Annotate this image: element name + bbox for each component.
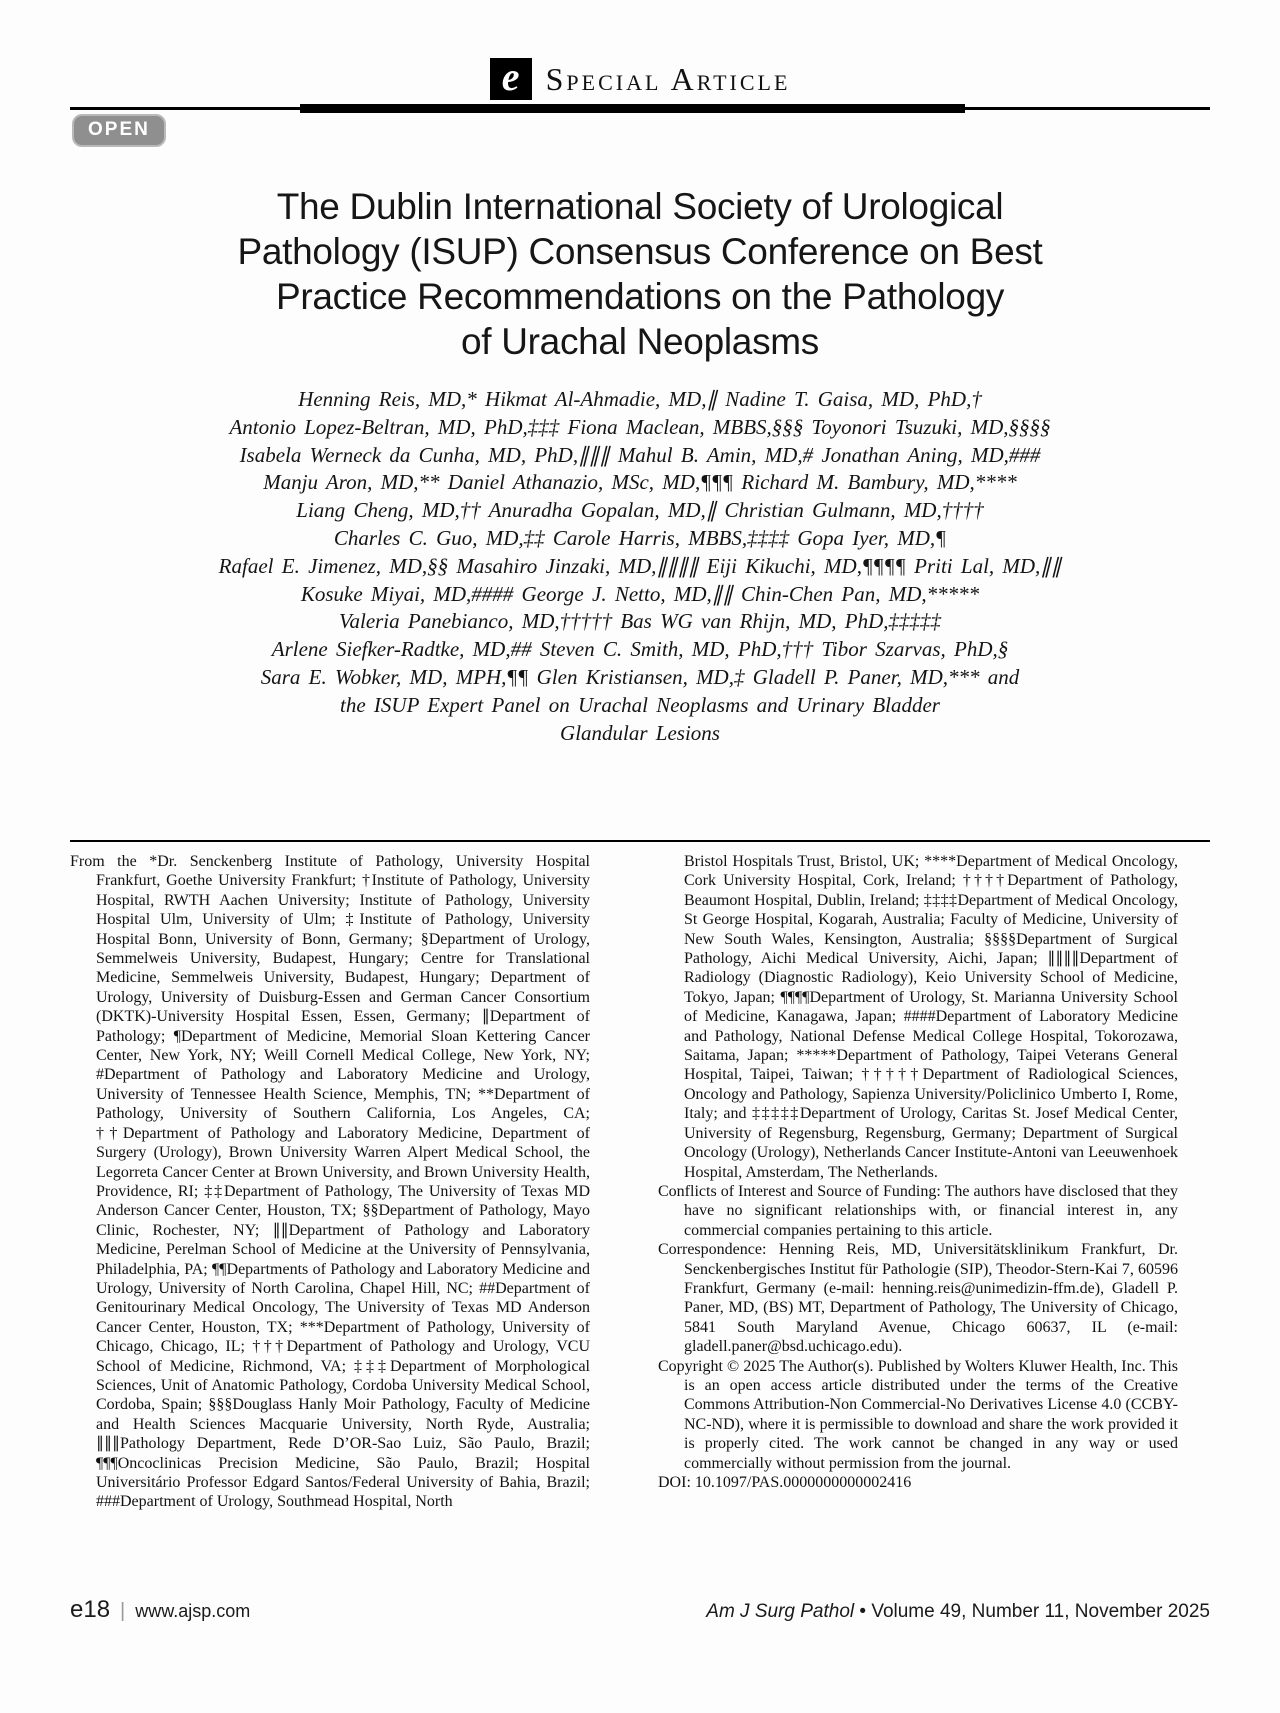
conflicts-of-interest-paragraph: Conflicts of Interest and Source of Funding: The authors have disclosed that they have no significant relationships with, or financial interest in, any commercial companies pertaining to this article. (658, 1182, 1178, 1239)
footer-separator: | (120, 1600, 126, 1622)
journal-name: Am J Surg Pathol (706, 1601, 855, 1622)
affiliations-right-column (658, 852, 1178, 1492)
affiliations-from-paragraph: From the *Dr. Senckenberg Institute of Pathology, University Hospital Frankfurt, Goethe University Frankfurt; †Institute of Pathology, University Hospital, RWTH Aachen University; Institute of Pathology, University Hospital Ulm, University of Ulm; ‡Institute of Pathology, University Hospital Bonn, University of Bonn, Germany; §Department of Urology, Semmelweis University, Budapest, Hungary; Centre for Translational Medicine, Semmelweis University, Budapest, Hungary; Department of Urology, University of Duisburg-Essen and German Cancer Consortium (DKTK)-University Hospital Essen, Essen, Germany; ∥Department of Pathology; ¶Department of Medicine, Memorial Sloan Kettering Cancer Center, New York, NY; Weill Cornell Medical College, New York, NY; #Department of Pathology and Laboratory Medicine and Urology, University of Tennessee Health Science, Memphis, TN; **Department of Pathology, University of Southern California, Los Angeles, CA; ††Department of Pathology and Laboratory Medicine, Department of Surgery (Urology), Brown University Warren Alpert Medical School, the Legorreta Cancer Center at Brown University, and Brown University Health, Providence, RI; ‡‡Department of Pathology, The University of Texas MD Anderson Cancer Center, Houston, TX; §§Department of Pathology, Mayo Clinic, Rochester, NY; ∥∥Department of Pathology and Laboratory Medicine, Perelman School of Medicine at the University of Pennsylvania, Philadelphia, PA; ¶¶Departments of Pathology and Laboratory Medicine and Urology, University of North Carolina, Chapel Hill, NC; ##Department of Genitourinary Medical Oncology, The University of Texas MD Anderson Cancer Center, Houston, TX; ***Department of Pathology, University of Chicago, Chicago, IL; †††Department of Pathology and Urology, VCU School of Medicine, Richmond, VA; ‡‡‡Department of Morphological Sciences, Unit of Anatomic Pathology, Cordoba University Medical School, Cordoba, Spain; §§§Douglass Hanly Moir Pathology, Faculty of Medicine and Health Sciences Macquarie University, North Ryde, Australia; ∥∥∥Pathology Department, Rede D’OR-Sao Luiz, São Paulo, Brazil; ¶¶¶Oncoclinicas Precision Medicine, São Paulo, Brazil; Hospital Universitário Professor Edgard Santos/Federal University of Bahia, Brazil; ###Department of Urology, Southmead Hospital, North (70, 853, 590, 1511)
page-number: e18 (70, 1596, 111, 1623)
journal-e-logo-icon: e (490, 58, 532, 100)
author-line: Liang Cheng, MD,†† Anuradha Gopalan, MD,∥ Christian Gulmann, MD,†††† (296, 498, 984, 523)
author-line: Kosuke Miyai, MD,#### George J. Netto, MD,∥∥ Chin-Chen Pan, MD,***** (300, 581, 980, 606)
footer-left (70, 1596, 250, 1624)
doi-line: DOI: 10.1097/PAS.0000000000002416 (658, 1474, 912, 1491)
author-line: Henning Reis, MD,* Hikmat Al-Ahmadie, MD,∥ Nadine T. Gaisa, MD, PhD,† (298, 387, 982, 411)
copyright-paragraph: Copyright © 2025 The Author(s). Published by Wolters Kluwer Health, Inc. This is an open access article distributed under the terms of the Creative Commons Attribution-Non Commercial-No Derivatives License 4.0 (CCBY-NC-ND), where it is permissible to download and share the work provided it is properly cited. The work cannot be changed in any way or used commercially without permission from the journal. (658, 1357, 1178, 1472)
affiliations-left-column (70, 852, 590, 1512)
title-line: The Dublin International Society of Urological (276, 186, 1004, 227)
correspondence-paragraph: Correspondence: Henning Reis, MD, Universitätsklinikum Frankfurt, Dr. Senckenbergisches Institut für Pathologie (SIP), Theodor-Stern-Kai 7, 60596 Frankfurt, Germany (e-mail: henning.reis@unimedizin-ffm.de), Gladell P. Paner, MD, (BS) MT, Department of Pathology, The University of Chicago, 5841 South Maryland Avenue, Chicago 60637, IL (e-mail: gladell.paner@bsd.uchicago.edu). (658, 1241, 1178, 1356)
author-line: Glandular Lesions (560, 720, 720, 745)
header-rule (70, 104, 1210, 114)
affiliations-rule (70, 840, 1210, 842)
author-line: Charles C. Guo, MD,‡‡ Carole Harris, MBBS,‡‡‡‡ Gopa Iyer, MD,¶ (333, 525, 947, 550)
author-line: Sara E. Wobker, MD, MPH,¶¶ Glen Kristiansen, MD,‡ Gladell P. Paner, MD,*** and (260, 664, 1020, 689)
title-line: Pathology (ISUP) Consensus Conference on Best (237, 231, 1043, 272)
author-line: Arlene Siefker-Radtke, MD,## Steven C. Smith, MD, PhD,††† Tibor Szarvas, PhD,§ (271, 637, 1009, 662)
author-line: Valeria Panebianco, MD,††††† Bas WG van Rhijn, MD, PhD,‡‡‡‡‡ (338, 609, 941, 634)
title-line: of Urachal Neoplasms (461, 321, 819, 362)
page-footer (70, 1596, 1210, 1624)
journal-website: www.ajsp.com (135, 1601, 251, 1621)
affiliations-continuation-paragraph: Bristol Hospitals Trust, Bristol, UK; ****Department of Medical Oncology, Cork University Hospital, Cork, Ireland; ††††Department of Pathology, Beaumont Hospital, Dublin, Ireland; ‡‡‡‡Department of Medical Oncology, St George Hospital, Kogarah, Australia; Faculty of Medicine, University of New South Wales, Kensington, Australia; §§§§Department of Surgical Pathology, Aichi Medical University, Aichi, Japan; ∥∥∥∥Department of Radiology (Diagnostic Radiology), Keio University School of Medicine, Tokyo, Japan; ¶¶¶¶Department of Urology, St. Marianna University School of Medicine, Kanagawa, Japan; ####Department of Laboratory Medicine and Pathology, National Defense Medical College Hospital, Tokorozawa, Saitama, Japan; *****Department of Pathology, Taipei Veterans General Hospital, Taipei, Taiwan; †††††Department of Radiological Sciences, Oncology and Pathology, Sapienza University/Policlinico Umberto I, Rome, Italy; and ‡‡‡‡‡Department of Urology, Caritas St. Josef Medical Center, University of Regensburg, Regensburg, Germany; Department of Surgical Oncology (Urology), Netherlands Cancer Institute-Antoni van Leeuwenhoek Hospital, Amsterdam, The Netherlands. (684, 853, 1178, 1181)
title-line: Practice Recommendations on the Pathology (275, 276, 1005, 317)
issue-info: • Volume 49, Number 11, November 2025 (859, 1601, 1210, 1622)
footer-right (706, 1601, 1210, 1623)
article-type-label: Special Article (545, 60, 791, 97)
author-line: Rafael E. Jimenez, MD,§§ Masahiro Jinzaki, MD,∥∥∥∥ Eiji Kikuchi, MD,¶¶¶¶ Priti Lal, MD,∥∥ (218, 553, 1062, 578)
author-line: Manju Aron, MD,** Daniel Athanazio, MSc, MD,¶¶¶ Richard M. Bambury, MD,**** (263, 470, 1017, 495)
author-line: Isabela Werneck da Cunha, MD, PhD,∥∥∥ Mahul B. Amin, MD,# Jonathan Aning, MD,### (239, 442, 1041, 467)
article-type-banner (0, 54, 1280, 100)
article-title (0, 184, 1280, 364)
header-rule-thick-segment (300, 104, 965, 113)
author-line: Antonio Lopez-Beltran, MD, PhD,‡‡‡ Fiona Maclean, MBBS,§§§ Toyonori Tsuzuki, MD,§§§§ (229, 414, 1051, 439)
open-access-badge: OPEN (72, 114, 166, 147)
author-line: the ISUP Expert Panel on Urachal Neoplasms and Urinary Bladder (340, 692, 940, 717)
author-list (0, 386, 1280, 747)
